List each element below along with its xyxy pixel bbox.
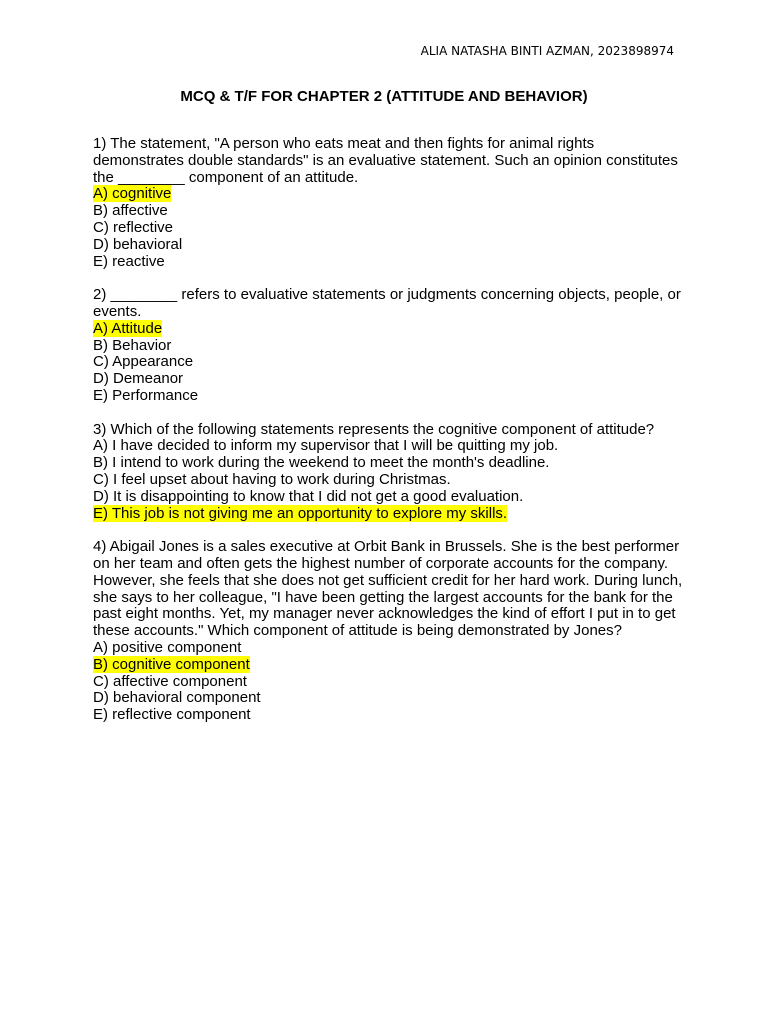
question-stem: 2) ________ refers to evaluative statements or judgments concerning objects, people, or events.: [93, 286, 681, 320]
question-2: [93, 287, 683, 405]
question-stem: 1) The statement, "A person who eats meat and then fights for animal rights demonstrates double standards" is an evaluative statement. Such an opinion constitutes the ________ component of an attitude.: [93, 135, 678, 186]
highlighted-answer: A) cognitive: [93, 185, 172, 203]
answer-option-text: E) reflective component: [93, 706, 251, 724]
answer-option: [93, 674, 683, 691]
highlighted-answer: A) Attitude: [93, 319, 163, 337]
answer-option-text: C) Appearance: [93, 353, 194, 371]
answer-option: [93, 690, 683, 707]
answer-options: [93, 640, 683, 724]
answer-option: [93, 237, 683, 254]
answer-option: [93, 354, 683, 371]
answer-option: [93, 220, 683, 237]
page-header-author: ALIA NATASHA BINTI AZMAN, 2023898974: [420, 44, 674, 58]
answer-option: [93, 371, 683, 388]
highlighted-answer: E) This job is not giving me an opportunity to explore my skills.: [93, 504, 508, 522]
answer-options: [93, 321, 683, 405]
answer-option-text: C) reflective: [93, 218, 174, 236]
answer-option: [93, 489, 683, 506]
question-4: [93, 539, 683, 724]
answer-option: [93, 707, 683, 724]
answer-option-text: C) affective component: [93, 672, 247, 690]
answer-option-text: D) Demeanor: [93, 370, 184, 388]
answer-option: [93, 203, 683, 220]
question-stem: 3) Which of the following statements represents the cognitive component of attitude?: [93, 420, 655, 438]
document-title: MCQ & T/F FOR CHAPTER 2 (ATTITUDE AND BEHAVIOR): [180, 88, 588, 105]
answer-option: [93, 640, 683, 657]
answer-option-text: A) I have decided to inform my supervisor that I will be quitting my job.: [93, 437, 559, 455]
answer-option-text: A) positive component: [93, 638, 242, 656]
highlighted-answer: B) cognitive component: [93, 655, 250, 673]
answer-option: [93, 472, 683, 489]
answer-option: [93, 186, 683, 203]
answer-option-text: C) I feel upset about having to work during Christmas.: [93, 470, 451, 488]
answer-option-text: B) I intend to work during the weekend to meet the month's deadline.: [93, 454, 550, 472]
answer-option: [93, 388, 683, 405]
answer-option-text: D) behavioral component: [93, 689, 261, 707]
answer-option: [93, 657, 683, 674]
answer-option-text: E) Performance: [93, 386, 199, 404]
answer-option: [93, 438, 683, 455]
answer-option: [93, 506, 683, 523]
answer-options: [93, 186, 683, 270]
answer-option-text: B) Behavior: [93, 336, 172, 354]
document-body: [93, 136, 683, 741]
answer-option: [93, 338, 683, 355]
answer-option: [93, 321, 683, 338]
answer-option-text: D) It is disappointing to know that I did not get a good evaluation.: [93, 487, 524, 505]
answer-option-text: B) affective: [93, 202, 168, 220]
answer-option: [93, 254, 683, 271]
answer-option-text: D) behavioral: [93, 235, 183, 253]
answer-option: [93, 455, 683, 472]
question-3: [93, 422, 683, 523]
answer-options: [93, 438, 683, 522]
answer-option-text: E) reactive: [93, 252, 165, 270]
question-stem: 4) Abigail Jones is a sales executive at Orbit Bank in Brussels. She is the best performer on her team and often gets the highest number of corporate accounts for the company. However, she feels that she does not get sufficient credit for her hard work. During lunch, she says to her colleague, "I have been getting the largest accounts for the bank for the past eight months. Yet, my manager never acknowledges the kind of effort I put in to get these accounts." Which component of attitude is being demonstrated by Jones?: [93, 538, 683, 640]
question-1: [93, 136, 683, 270]
